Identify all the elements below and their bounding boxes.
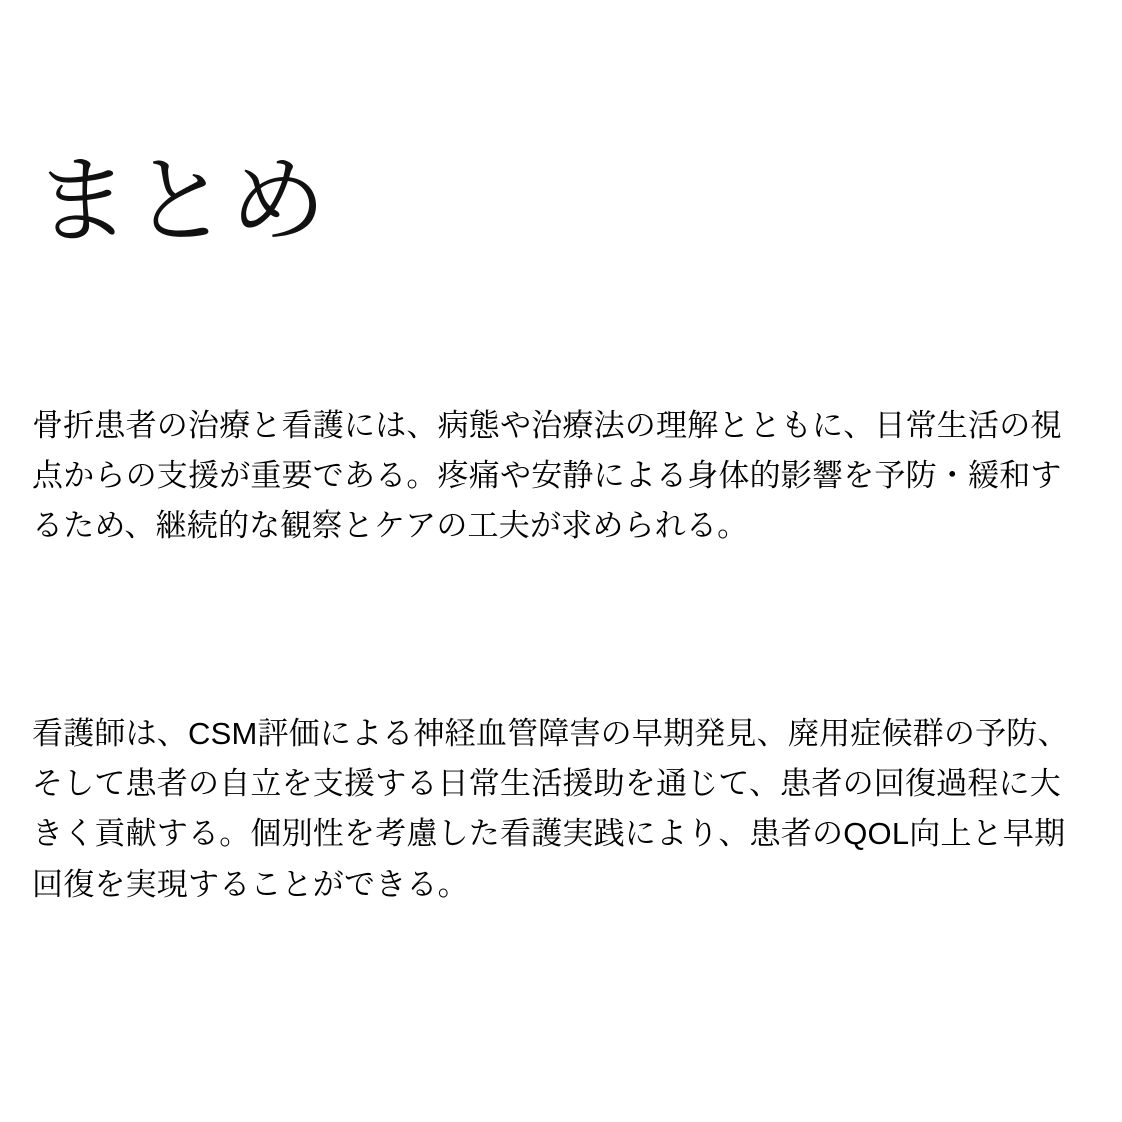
summary-paragraph-1: 骨折患者の治療と看護には、病態や治療法の理解とともに、日常生活の視点からの支援が重要である。疼痛や安静による身体的影響を予防・緩和するため、継続的な観察とケアの工夫が求められる。 bbox=[32, 408, 1062, 544]
summary-paragraph-2-block bbox=[32, 678, 1092, 941]
summary-paragraph-1-block bbox=[32, 370, 1092, 583]
summary-paragraph-2: 看護師は、CSM評価による神経血管障害の早期発見、廃用症候群の予防、そして患者の自立を支援する日常生活援助を通じて、患者の回復過程に大きく貢献する。個別性を考慮した看護実践により、患者のQOL向上と早期回復を実現することができる。 bbox=[32, 716, 1069, 902]
page-title: まとめ bbox=[34, 148, 328, 256]
